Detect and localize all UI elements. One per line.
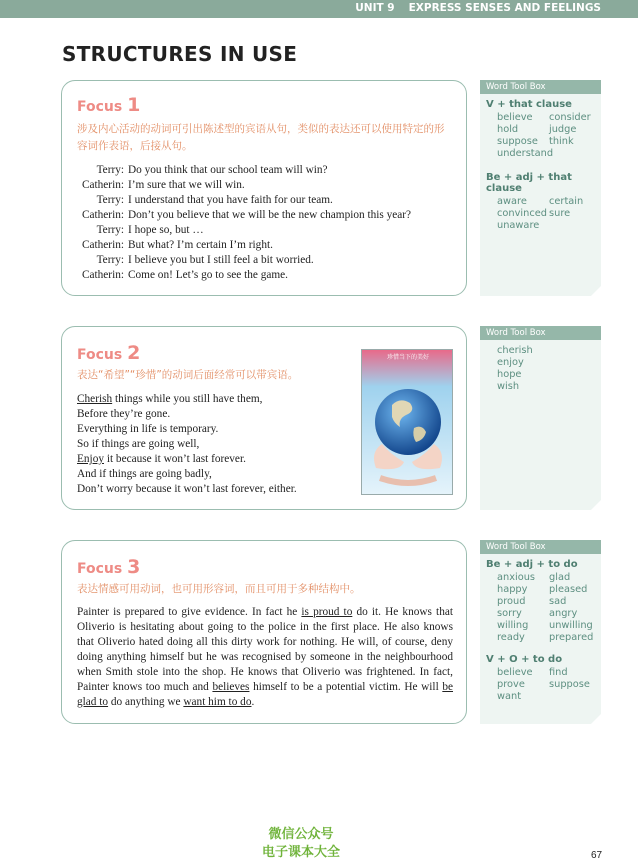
focus-3-card bbox=[61, 540, 467, 724]
unit-label: UNIT 9 bbox=[355, 2, 395, 14]
image-caption: 珍惜当下的美好 bbox=[386, 354, 430, 361]
page-curl-corner bbox=[591, 714, 601, 724]
focus-1-explanation: 涉及内心活动的动词可引出陈述型的宾语从句，类似的表达还可以使用特定的形 容词作表语，后接从句。 bbox=[77, 123, 445, 152]
focus-2-heading: Focus 2 bbox=[77, 342, 141, 364]
tool-box-word-list: believe find prove suppose want bbox=[497, 667, 590, 702]
focus-1-heading: Focus 1 bbox=[77, 94, 141, 116]
tool-box-word-list: aware certain convinced sure unaware bbox=[497, 196, 584, 231]
page-curl-corner bbox=[591, 500, 601, 510]
word-tool-box-1 bbox=[480, 80, 601, 296]
dialog-line: Terry: I believe you but I still feel a bit worried. bbox=[96, 254, 314, 266]
top-header-bar bbox=[0, 0, 638, 18]
dialog-line: Catherin: I’m sure that we will win. bbox=[81, 179, 245, 191]
globe-in-hands-illustration bbox=[362, 350, 453, 495]
word-tool-box-2 bbox=[480, 326, 601, 510]
dialog-line: Terry: I understand that you have faith for our team. bbox=[96, 194, 333, 206]
tool-box-word-list: believe consider hold judge suppose think understand bbox=[497, 112, 591, 159]
tool-box-title: Word Tool Box bbox=[480, 80, 601, 94]
focus-3-paragraph: Painter is prepared to give evidence. In fact he is proud to do it. He knows that Oliverio is hesitating about going to the police in the first place. He also knows that Oliverio hated doing all this dirty work for nothing. He will, of course, deny doing anything himself but he was recognised by someone in the neighbourhood when Smith stole into the shop. He knows that Oliverio was frightened. In fact, Painter knows too much and believes himself to be a potential victim. He will be glad to do anything we want him to do. bbox=[77, 606, 453, 708]
focus-1-card bbox=[61, 80, 467, 296]
dialog-line: Terry: I hope so, but … bbox=[96, 224, 204, 236]
focus-2-explanation: 表达“希望”“珍惜”的动词后面经常可以带宾语。 bbox=[77, 369, 299, 381]
dialog-line: Catherin: But what? I’m certain I’m right. bbox=[81, 239, 273, 251]
tool-box-subheading: V + O + to do bbox=[486, 654, 563, 665]
tool-box-subheading: V + that clause bbox=[486, 99, 572, 110]
tool-box-word-list: cherish enjoy hope wish bbox=[497, 345, 533, 392]
page-number: 67 bbox=[591, 850, 603, 861]
globe-in-hands-image bbox=[361, 349, 453, 495]
tool-box-subheading: Be + adj + that clause bbox=[486, 172, 572, 194]
page-curl-corner bbox=[591, 286, 601, 296]
watermark: 微信公众号 电子课本大全 bbox=[262, 827, 341, 860]
focus-2-card bbox=[61, 326, 467, 510]
tool-box-subheading: Be + adj + to do bbox=[486, 559, 578, 570]
focus-1-dialog bbox=[76, 163, 411, 283]
focus-3-explanation: 表达情感可用动词，也可用形容词，而且可用于多种结构中。 bbox=[77, 583, 361, 595]
tool-box-word-list: anxious glad happy pleased proud sad sorry angry willing unwilling ready prepared bbox=[497, 572, 594, 643]
tool-box-title: Word Tool Box bbox=[480, 540, 601, 554]
tool-box-title: Word Tool Box bbox=[480, 326, 601, 340]
word-tool-box-3 bbox=[480, 540, 601, 724]
focus-3-heading: Focus 3 bbox=[77, 556, 141, 578]
unit-topic: EXPRESS SENSES AND FEELINGS bbox=[408, 2, 601, 14]
dialog-line: Catherin: Don’t you believe that we will be the new champion this year? bbox=[81, 209, 412, 221]
dialog-line: Catherin: Come on! Let’s go to see the game. bbox=[81, 269, 288, 281]
dialog-line: Terry: Do you think that our school team will win? bbox=[96, 164, 328, 176]
page-title: STRUCTURES IN USE bbox=[62, 42, 298, 66]
focus-2-poem: Cherish things while you still have them, Before they’re gone. Everything in life is temporary. So if things are going well, Enjoy it because it won’t last forever. And if things are going badly, Don’t worry because it won’t last forever, either. bbox=[77, 393, 297, 495]
